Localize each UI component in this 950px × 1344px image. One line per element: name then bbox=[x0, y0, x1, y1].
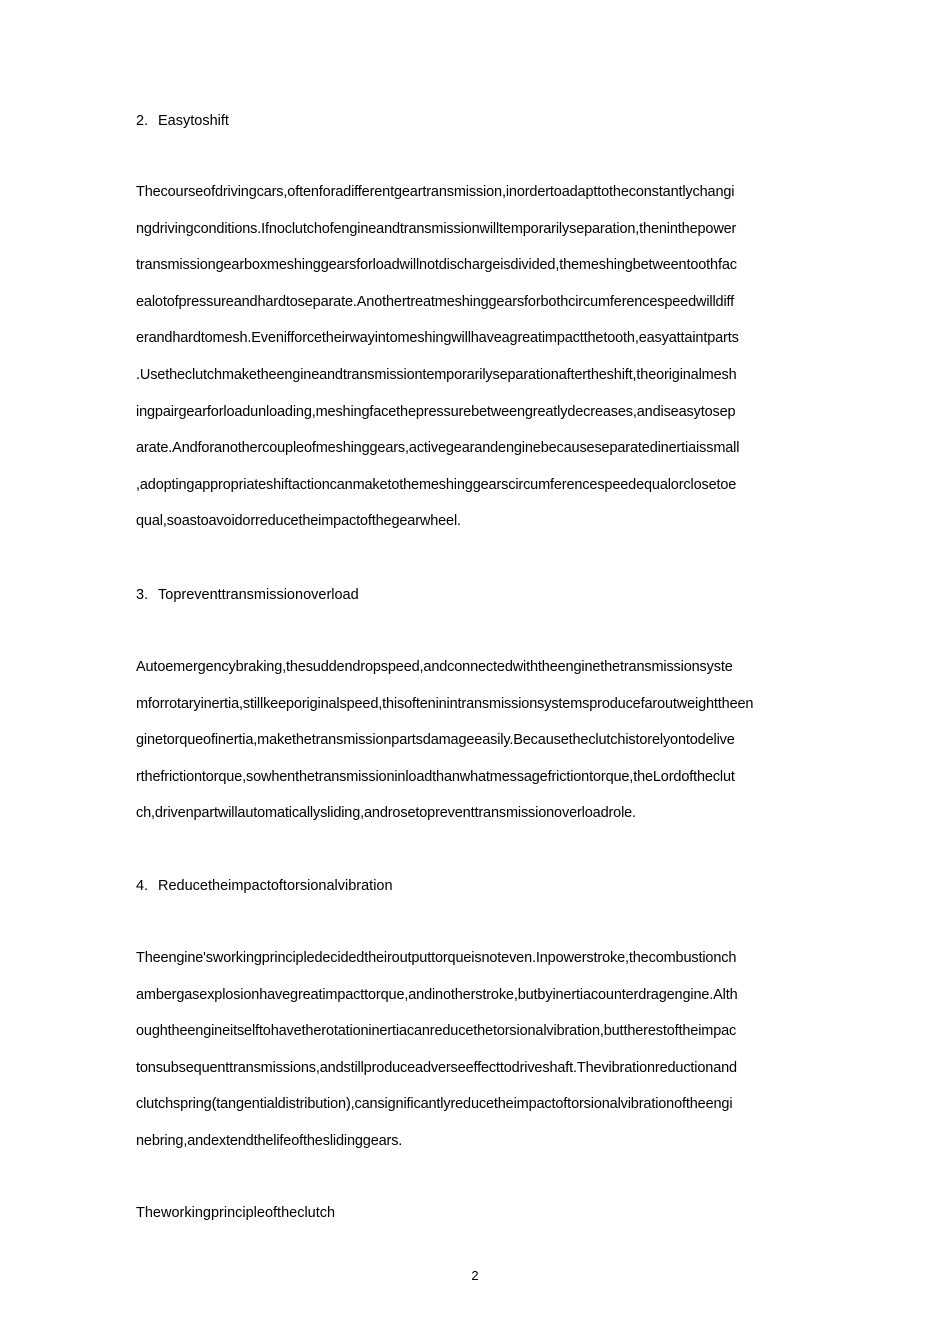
paragraph-line: transmissiongearboxmeshinggearsforloadwillnotdischargeisdivided,themeshingbetweentoothfac bbox=[136, 257, 737, 274]
section-title: Topreventtransmissionoverload bbox=[158, 587, 359, 603]
section-title: Reducetheimpactoftorsionalvibration bbox=[158, 878, 393, 894]
paragraph-line: ginetorqueofinertia,makethetransmissionpartsdamageeasily.Becausetheclutchistorelyontodelive bbox=[136, 732, 735, 749]
section-heading-prevent-overload bbox=[136, 586, 359, 604]
paragraph-line: oughtheengineitselftohavetherotationinertiacanreducethetorsionalvibration,buttherestoftheimpac bbox=[136, 1023, 737, 1040]
paragraph-line: erandhardtomesh.Evenifforcetheirwayintomeshingwillhaveagreatimpactthetooth,easyattaintparts bbox=[136, 330, 739, 347]
paragraph-line: Theengine'sworkingprincipledecidedtheiroutputtorqueisnoteven.Inpowerstroke,thecombustionch bbox=[136, 950, 737, 966]
paragraph-line: nebring,andextendthelifeoftheslidinggears. bbox=[136, 1132, 403, 1149]
paragraph-prevent-overload bbox=[136, 658, 826, 841]
paragraph-line: rthefrictiontorque,sowhenthetransmissioninloadthanwhatmessagefrictiontorque,theLordoftheclut bbox=[136, 768, 735, 785]
paragraph-line: ,adoptingappropriateshiftactioncanmaketothemeshinggearscircumferencespeedequalorclosetoe bbox=[136, 476, 737, 493]
paragraph-line: ch,drivenpartwillautomaticallysliding,androsetopreventtransmissionoverloadrole. bbox=[136, 805, 636, 822]
section-number: 3. bbox=[136, 587, 149, 603]
page-number: 2 bbox=[471, 1268, 479, 1283]
paragraph-line: arate.Andforanothercoupleofmeshinggears,activegearandenginebecauseseparatedinertiaissmall bbox=[136, 440, 740, 457]
closing-heading: Theworkingprincipleoftheclutch bbox=[136, 1205, 336, 1221]
paragraph-line: ingpairgearforloadunloading,meshingfacethepressurebetweengreatlydecreases,andiseasytosep bbox=[136, 403, 736, 420]
paragraph-line: ealotofpressureandhardtoseparate.Anothertreatmeshinggearsforbothcircumferencespeedwilldiff bbox=[136, 293, 735, 310]
paragraph-line: ngdrivingconditions.Ifnoclutchofengineandtransmissionwilltemporarilyseparation,theninthepower bbox=[136, 220, 737, 237]
paragraph-line: mforrotaryinertia,stillkeeporiginalspeed,thisofteninintransmissionsystemsproducefaroutweighttheen bbox=[136, 695, 754, 712]
section-heading-torsional-vibration bbox=[136, 877, 393, 895]
paragraph-torsional-vibration bbox=[136, 949, 826, 1169]
paragraph-line: Thecourseofdrivingcars,oftenforadifferentgeartransmission,inordertoadapttotheconstantlychangi bbox=[136, 184, 735, 200]
section-number: 2. bbox=[136, 113, 149, 129]
paragraph-line: ambergasexplosionhavegreatimpacttorque,andinotherstroke,butbyinertiacounterdragengine.Alth bbox=[136, 986, 738, 1003]
paragraph-line: .Usetheclutchmaketheengineandtransmissiontemporarilyseparationaftertheshift,theoriginalmesh bbox=[136, 366, 737, 383]
paragraph-line: qual,soastoavoidorreducetheimpactofthegearwheel. bbox=[136, 513, 461, 530]
section-number: 4. bbox=[136, 878, 149, 894]
paragraph-line: tonsubsequenttransmissions,andstillproduceadverseeffecttodriveshaft.Thevibrationreductionand bbox=[136, 1059, 737, 1076]
section-heading-easy-to-shift bbox=[136, 112, 229, 130]
paragraph-easy-to-shift bbox=[136, 183, 826, 549]
paragraph-line: Autoemergencybraking,thesuddendropspeed,andconnectedwiththeenginethetransmissionsyste bbox=[136, 659, 733, 675]
paragraph-line: clutchspring(tangentialdistribution),cansignificantlyreducetheimpactoftorsionalvibrationoftheengi bbox=[136, 1096, 733, 1113]
section-title: Easytoshift bbox=[158, 113, 229, 129]
